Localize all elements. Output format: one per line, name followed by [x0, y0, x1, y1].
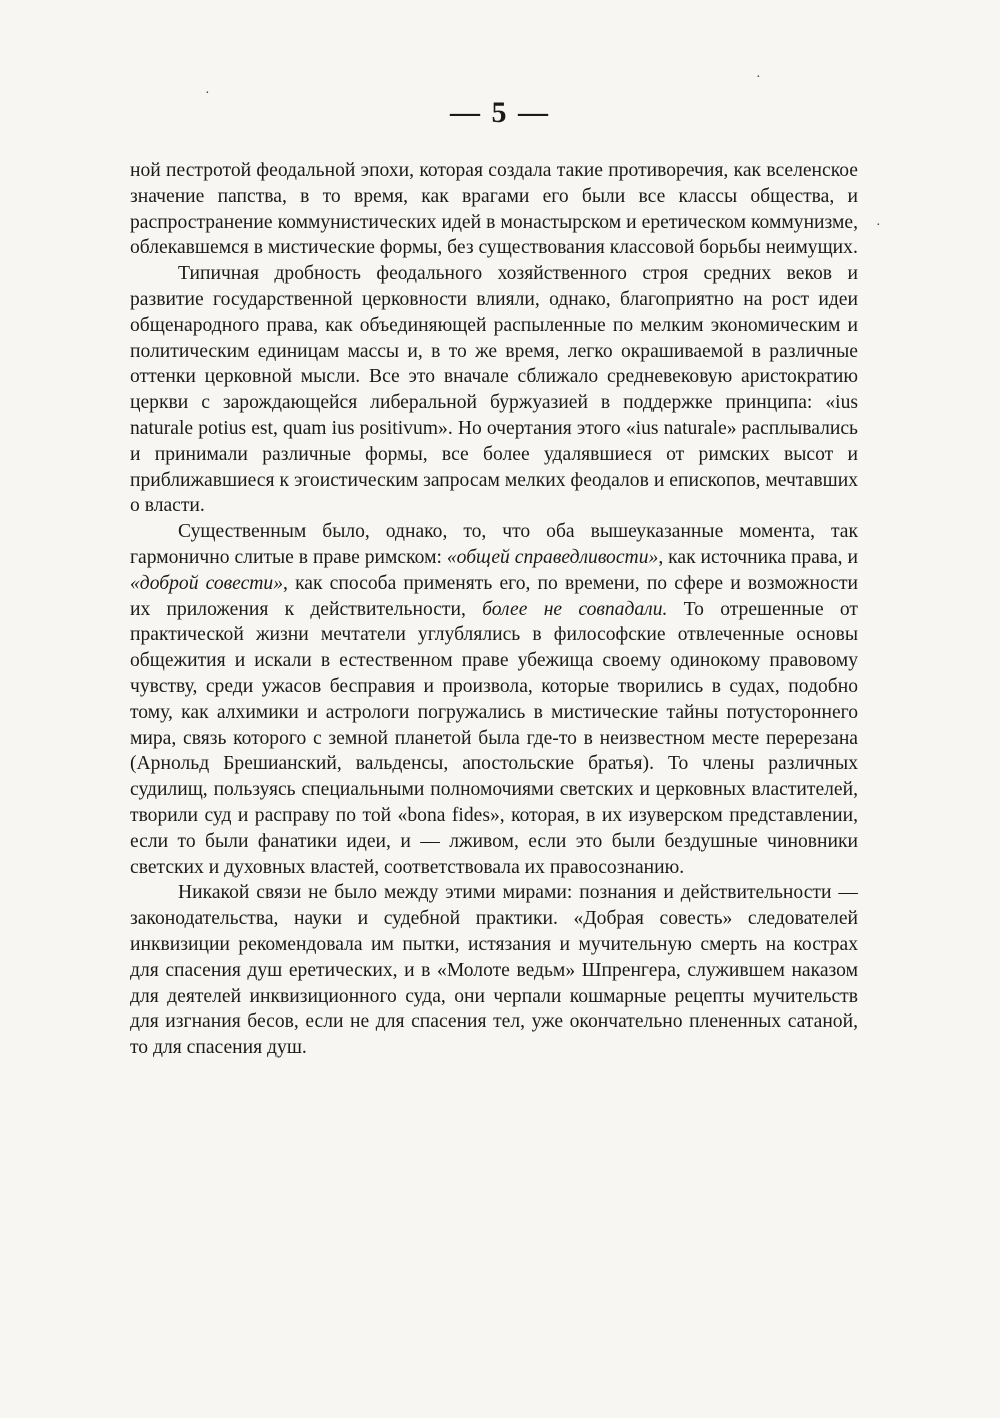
paragraph-4: [130, 880, 858, 1061]
text-run: То отрешенные от практической жизни мечтатели углублялись в философские отвлеченные основы общежития и искали в естественном праве убежища своему одинокому правовому чувству, среди ужасов бесправия и произвола, которые творились в судах, подобно тому, как алхимики и астрологи погружались в мистические тайны потустороннего мира, связь которого с земной планетой была где-то в неизвестном месте перерезана (Арнольд Брешианский, вальденсы, апостольские братья). То члены различных судилищ, пользуясь специальными полномочиями светских и церковных властителей, творили суд и расправу по той «bona fides», которая, в их изуверском представлении, если то были фанатики идеи, и — лживом, если это были бездушные чиновники светских и духовных властей, соответствовала их правосознанию.: [130, 598, 858, 878]
paragraph-2: [130, 261, 858, 519]
paragraph-1: [130, 158, 858, 261]
italic-phrase: «общей справедливости»: [446, 546, 659, 568]
margin-speck: ·: [876, 218, 881, 233]
margin-speck: ·: [756, 70, 761, 85]
text-run: Типичная дробность феодального хозяйственного строя средних веков и развитие государственной церковности влияли, однако, благоприятно на рост идеи общенародного права, как объединяющей распыленные по мелким экономическим и политическим единицам массы и, в то же время, легко окрашиваемой в различные оттенки церковной мысли. Все это вначале сближало средневековую аристократию церкви с зарождающейся либеральной буржуазией в поддержке принципа: «ius naturale potius est, quam ius positivum». Но очертания этого «ius naturale» расплывались и принимали различные формы, все более удалявшиеся от римских высот и приближавшиеся к эгоистическим запросам мелких феодалов и епископов, мечтавших о власти.: [130, 263, 858, 517]
text-run: , как источника права, и: [658, 546, 858, 568]
text-run: , как способа применять его, по времени, по сфере и возможности их приложения к действительности,: [130, 572, 858, 620]
margin-speck: ·: [205, 86, 210, 101]
italic-phrase: «доброй совести»: [130, 572, 284, 594]
text-block: [130, 158, 858, 1061]
text-run: Никакой связи не было между этими мирами: познания и действительности — законодательства, науки и судебной практики. «Добрая совесть» следователей инквизиции рекомендовала им пытки, истязания и мучительную смерть на кострах для спасения душ еретических, и в «Молоте ведьм» Шпренгера, служившем наказом для деятелей инквизиционного суда, они черпали кошмарные рецепты мучительств для изгнания бесов, если не для спасения тел, уже окончательно плененных сатаной, то для спасения душ.: [130, 882, 858, 1059]
paragraph-3: [130, 519, 858, 880]
page-number: — 5 —: [450, 96, 550, 129]
text-run: Существенным было, однако, то, что оба вышеуказанные момента, так гармонично слитые в праве римском:: [130, 521, 858, 568]
italic-phrase: более не совпадали.: [482, 598, 668, 620]
text-run: ной пестротой феодальной эпохи, которая создала такие противоречия, как вселенское значение папства, в то время, как врагами его были все классы общества, и распространение коммунистических идей в монастырском и еретическом коммунизме, облекавшемся в мистические формы, без существования классовой борьбы неимущих.: [130, 160, 858, 259]
